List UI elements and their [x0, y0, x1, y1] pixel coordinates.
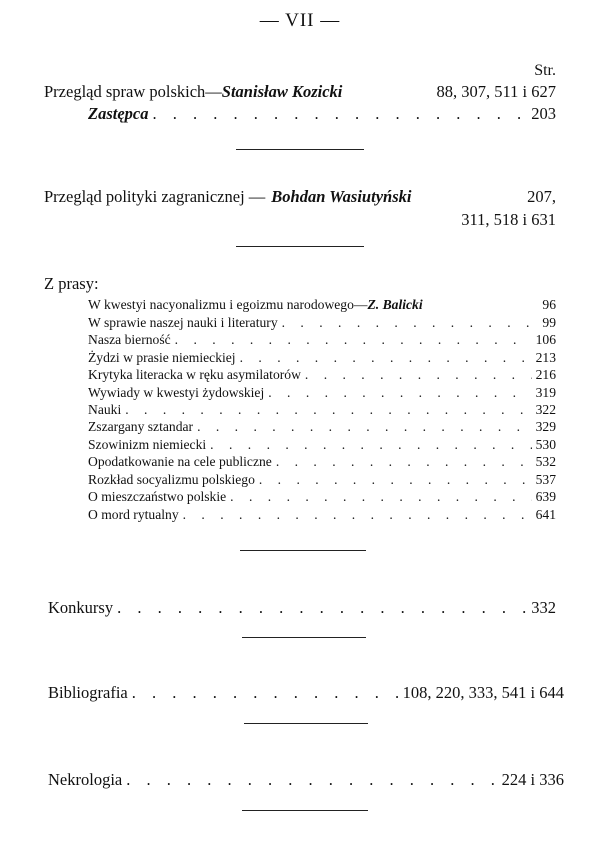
entry-foreign-policy-cont	[44, 209, 556, 231]
dot-leader	[259, 471, 532, 488]
item-page: 99	[542, 315, 556, 330]
item-title: W kwestyi nacyonalizmu i egoizmu narodowego—	[88, 297, 368, 312]
item-title: Opodatkowanie na cele publiczne	[88, 454, 272, 469]
dot-leader	[240, 349, 532, 366]
dot-leader	[183, 506, 532, 523]
entry-pages: 108, 220, 333, 541 i 644	[402, 683, 564, 702]
entry-title: Bibliografia	[48, 683, 128, 702]
dot-leader	[197, 418, 532, 435]
item-title: Rozkład socyalizmu polskiego	[88, 472, 255, 487]
dot-leader	[175, 331, 532, 348]
section-divider	[244, 723, 368, 724]
item-page: 319	[535, 385, 556, 400]
item-title: Nasza bierność	[88, 332, 171, 347]
entry-sub-page: 203	[531, 104, 556, 123]
entry-author: Bohdan Wasiutyński	[271, 187, 412, 206]
item-title: Krytyka literacka w ręku asymilatorów	[88, 367, 301, 382]
dot-leader	[230, 488, 531, 505]
entry-title: Nekrologia	[48, 770, 123, 789]
list-item	[88, 436, 556, 453]
dot-leader	[210, 436, 531, 453]
entry-foreign-policy	[44, 186, 556, 208]
item-page: 639	[535, 489, 556, 504]
dot-leader	[125, 401, 531, 418]
dot-leader	[305, 366, 532, 383]
item-page: 216	[535, 367, 556, 382]
entry-pages: 224 i 336	[501, 770, 564, 789]
dot-leader	[117, 597, 527, 619]
item-title: Żydzi w prasie niemieckiej	[88, 350, 236, 365]
entry-pages: 88, 307, 511 i 627	[436, 82, 556, 101]
list-item	[88, 384, 556, 401]
item-page: 329	[535, 419, 556, 434]
entry-title: Przegląd spraw polskich—	[44, 82, 222, 101]
list-item	[88, 331, 556, 348]
item-page: 96	[542, 297, 556, 312]
entry-title: Przegląd polityki zagranicznej —	[44, 187, 266, 206]
entry-pages: 332	[531, 598, 556, 617]
item-title: W sprawie naszej nauki i literatury	[88, 315, 278, 330]
dot-leader	[268, 384, 531, 401]
item-title: O mord rytualny	[88, 507, 179, 522]
item-author: Z. Balicki	[367, 297, 423, 312]
entry-pages: 207,	[527, 187, 556, 206]
list-item	[88, 401, 556, 418]
list-item	[88, 488, 556, 505]
item-title: Zszargany sztandar	[88, 419, 194, 434]
press-heading: Z prasy:	[44, 274, 99, 293]
section-divider	[240, 550, 366, 551]
item-title: Szowinizm niemiecki	[88, 437, 207, 452]
item-page: 530	[535, 437, 556, 452]
list-item	[88, 314, 556, 331]
list-item	[88, 471, 556, 488]
list-item	[88, 453, 556, 470]
page-number: — VII —	[259, 10, 341, 31]
entry-pages: 311, 518 i 631	[461, 210, 556, 229]
entry-contests	[48, 597, 556, 619]
pages-column-label: Str.	[534, 62, 556, 79]
dot-leader	[132, 682, 399, 704]
item-title: Nauki	[88, 402, 122, 417]
section-divider	[242, 810, 368, 811]
entry-title: Konkursy	[48, 598, 114, 617]
dot-leader	[282, 314, 539, 331]
section-divider	[236, 246, 364, 247]
item-page: 537	[535, 472, 556, 487]
item-page: 641	[535, 507, 556, 522]
item-page: 532	[535, 454, 556, 469]
entry-author: Stanisław Kozicki	[221, 82, 343, 101]
list-item	[88, 296, 556, 313]
entry-sub-label: Zastępca	[88, 104, 149, 123]
section-divider	[236, 149, 364, 150]
list-item	[88, 418, 556, 435]
list-item	[88, 349, 556, 366]
dot-leader	[152, 103, 527, 125]
section-divider	[242, 637, 366, 638]
entry-polish-affairs	[44, 81, 556, 103]
list-item	[88, 366, 556, 383]
item-title: Wywiady w kwestyi żydowskiej	[88, 385, 265, 400]
item-title: O mieszczaństwo polskie	[88, 489, 227, 504]
dot-leader	[276, 453, 532, 470]
list-item	[88, 506, 556, 523]
dot-leader	[126, 769, 497, 791]
entry-deputy	[88, 103, 556, 125]
item-page: 322	[535, 402, 556, 417]
entry-obituaries	[48, 769, 564, 791]
item-page: 213	[535, 350, 556, 365]
entry-bibliography	[48, 682, 564, 704]
item-page: 106	[535, 332, 556, 347]
